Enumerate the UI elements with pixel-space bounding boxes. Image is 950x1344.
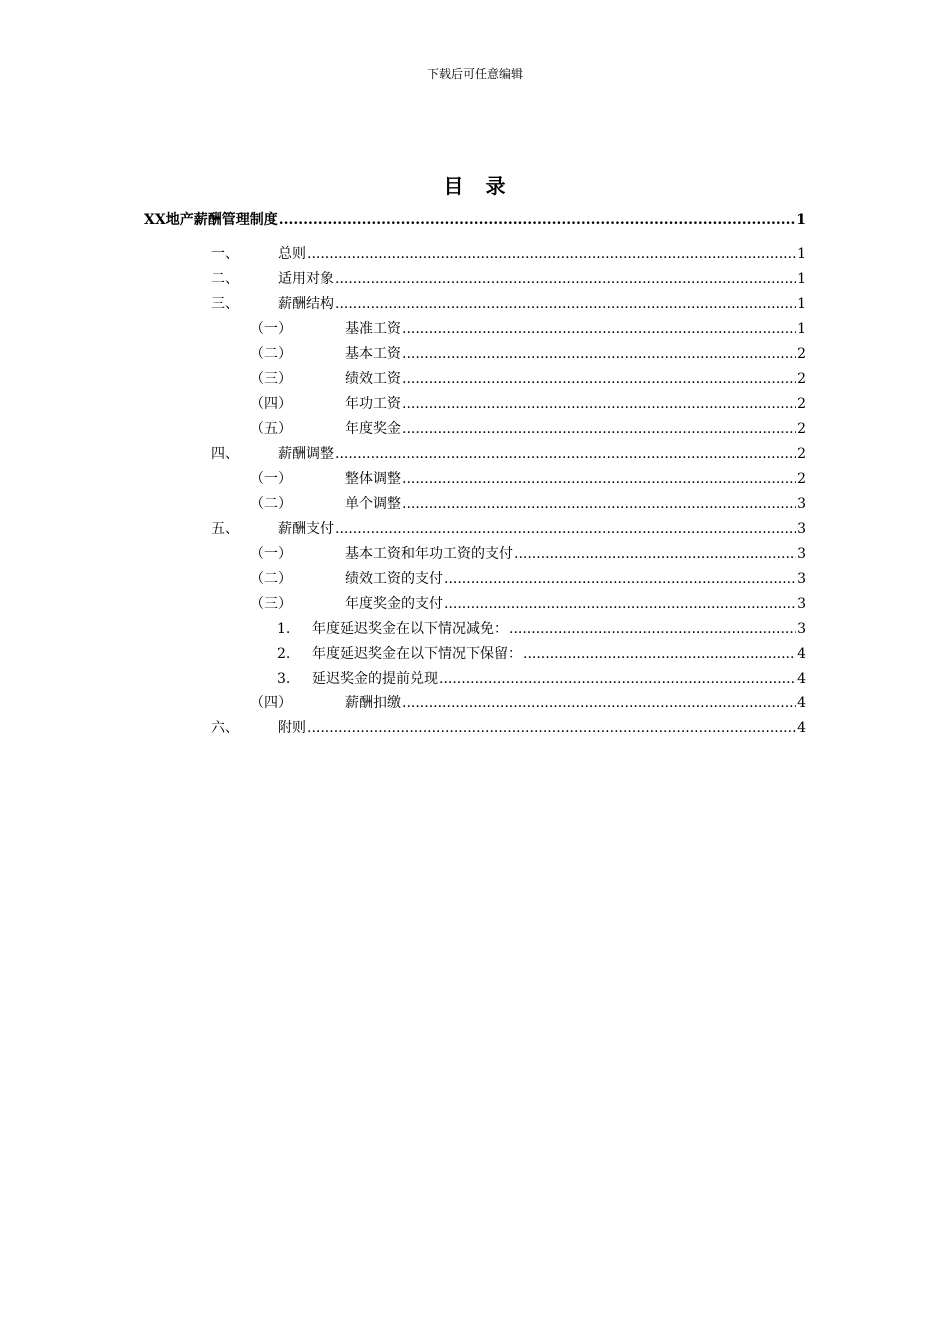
toc-entry-title: 年度奖金 <box>345 421 401 437</box>
toc-entry-page: 2 <box>797 371 806 387</box>
toc-entry-page: 2 <box>797 396 806 412</box>
toc-entry-title: 延迟奖金的提前兑现 <box>312 671 438 687</box>
toc-entry-number: 一、 <box>211 246 239 262</box>
dot-leader <box>402 393 796 415</box>
toc-entry-number: （四） <box>250 695 292 711</box>
toc-entry-title: 年度延迟奖金在以下情况减免： <box>312 621 508 637</box>
dot-leader <box>402 418 796 440</box>
toc-entry-number: 二、 <box>211 271 239 287</box>
toc-entry-title: 薪酬支付 <box>278 521 334 537</box>
toc-entry-title: 绩效工资 <box>345 371 401 387</box>
dot-leader <box>307 243 796 265</box>
toc-entry-number: （二） <box>250 496 292 512</box>
dot-leader <box>523 643 796 665</box>
toc-entry-number: （四） <box>250 396 292 412</box>
toc-entry[interactable] <box>250 393 806 415</box>
toc-entry-number: 四、 <box>211 446 239 462</box>
dot-leader <box>402 318 796 340</box>
toc-entry-page: 2 <box>797 446 806 462</box>
toc-entry[interactable] <box>277 643 806 665</box>
dot-leader <box>279 209 796 231</box>
toc-entry-number: （一） <box>250 321 292 337</box>
toc-entry-number: （五） <box>250 421 292 437</box>
toc-entry-title: 适用对象 <box>278 271 334 287</box>
toc-entry-page: 4 <box>797 695 806 711</box>
toc-entry-page: 3 <box>797 521 806 537</box>
dot-leader <box>335 293 796 315</box>
toc-entry-title: 总则 <box>278 246 306 262</box>
dot-leader <box>402 368 796 390</box>
toc-entry-number: 1. <box>277 621 291 637</box>
toc-entry-title: 薪酬调整 <box>278 446 334 462</box>
toc-entry-number: （三） <box>250 371 292 387</box>
toc-entry-main-title[interactable] <box>144 209 806 231</box>
dot-leader <box>335 268 796 290</box>
toc-entry-title: 附则 <box>278 720 306 736</box>
toc-entry-title: 绩效工资的支付 <box>345 571 443 587</box>
dot-leader <box>444 593 796 615</box>
toc-entry[interactable] <box>211 518 806 540</box>
toc-entry-page: 3 <box>797 546 806 562</box>
toc-entry-page: 3 <box>797 496 806 512</box>
toc-entry[interactable] <box>250 318 806 340</box>
toc-entry[interactable] <box>250 418 806 440</box>
toc-entry-page: 3 <box>797 571 806 587</box>
toc-entry-page: 4 <box>797 646 806 662</box>
dot-leader <box>335 443 796 465</box>
toc-entry[interactable] <box>211 268 806 290</box>
toc-entry[interactable] <box>250 368 806 390</box>
toc-entry-page: 1 <box>797 296 806 312</box>
toc-entry-number: （三） <box>250 596 292 612</box>
toc-entry-title: 年功工资 <box>345 396 401 412</box>
toc-entry-page: 1 <box>796 212 806 228</box>
dot-leader <box>335 518 796 540</box>
dot-leader <box>402 692 796 714</box>
toc-entry-title: 薪酬结构 <box>278 296 334 312</box>
toc-entry-page: 1 <box>797 321 806 337</box>
toc-entry-title: 薪酬扣缴 <box>345 695 401 711</box>
toc-entry[interactable] <box>277 618 806 640</box>
toc-entry[interactable] <box>250 468 806 490</box>
toc-entry-title: 基本工资 <box>345 346 401 362</box>
toc-entry-number: 三、 <box>211 296 239 312</box>
toc-entry-page: 1 <box>797 246 806 262</box>
dot-leader <box>402 343 796 365</box>
toc-entry-title: 整体调整 <box>345 471 401 487</box>
dot-leader <box>402 468 796 490</box>
toc-entry[interactable] <box>211 243 806 265</box>
toc-entry-page: 3 <box>797 621 806 637</box>
dot-leader <box>439 668 796 690</box>
toc-entry[interactable] <box>250 568 806 590</box>
toc-entry-number: （一） <box>250 471 292 487</box>
toc-entry[interactable] <box>250 593 806 615</box>
toc-entry-page: 2 <box>797 346 806 362</box>
dot-leader <box>402 493 796 515</box>
toc-entry-number: 六、 <box>211 720 239 736</box>
toc-entry-number: （二） <box>250 346 292 362</box>
dot-leader <box>444 568 796 590</box>
toc-entry[interactable] <box>250 493 806 515</box>
toc-entry[interactable] <box>250 543 806 565</box>
toc-entry-number: 2. <box>277 646 291 662</box>
page-header: 下载后可任意编辑 <box>426 67 523 81</box>
toc-entry[interactable] <box>211 293 806 315</box>
toc-entry-page: 2 <box>797 421 806 437</box>
toc-title: 目 录 <box>443 174 507 198</box>
toc-entry-number: 五、 <box>211 521 239 537</box>
toc-entry-title: 年度奖金的支付 <box>345 596 443 612</box>
toc-entry-title: 单个调整 <box>345 496 401 512</box>
toc-entry-number: （一） <box>250 546 292 562</box>
dot-leader <box>514 543 796 565</box>
dot-leader <box>509 618 796 640</box>
toc-entry[interactable] <box>250 343 806 365</box>
toc-entry-number: 3. <box>277 671 291 687</box>
toc-entry-title: 基准工资 <box>345 321 401 337</box>
toc-entry-title: 年度延迟奖金在以下情况下保留： <box>312 646 522 662</box>
toc-entry-page: 4 <box>797 671 806 687</box>
toc-entry[interactable] <box>211 443 806 465</box>
toc-entry[interactable] <box>277 668 806 690</box>
toc-entry-page: 1 <box>797 271 806 287</box>
toc-entry-page: 2 <box>797 471 806 487</box>
toc-entry[interactable] <box>211 717 806 739</box>
toc-entry[interactable] <box>250 692 806 714</box>
toc-entry-page: 4 <box>797 720 806 736</box>
dot-leader <box>307 717 796 739</box>
toc-entry-title: 基本工资和年功工资的支付 <box>345 546 513 562</box>
toc-entry-number: （二） <box>250 571 292 587</box>
toc-entry-title: XX地产薪酬管理制度 <box>144 212 278 228</box>
toc-entry-page: 3 <box>797 596 806 612</box>
